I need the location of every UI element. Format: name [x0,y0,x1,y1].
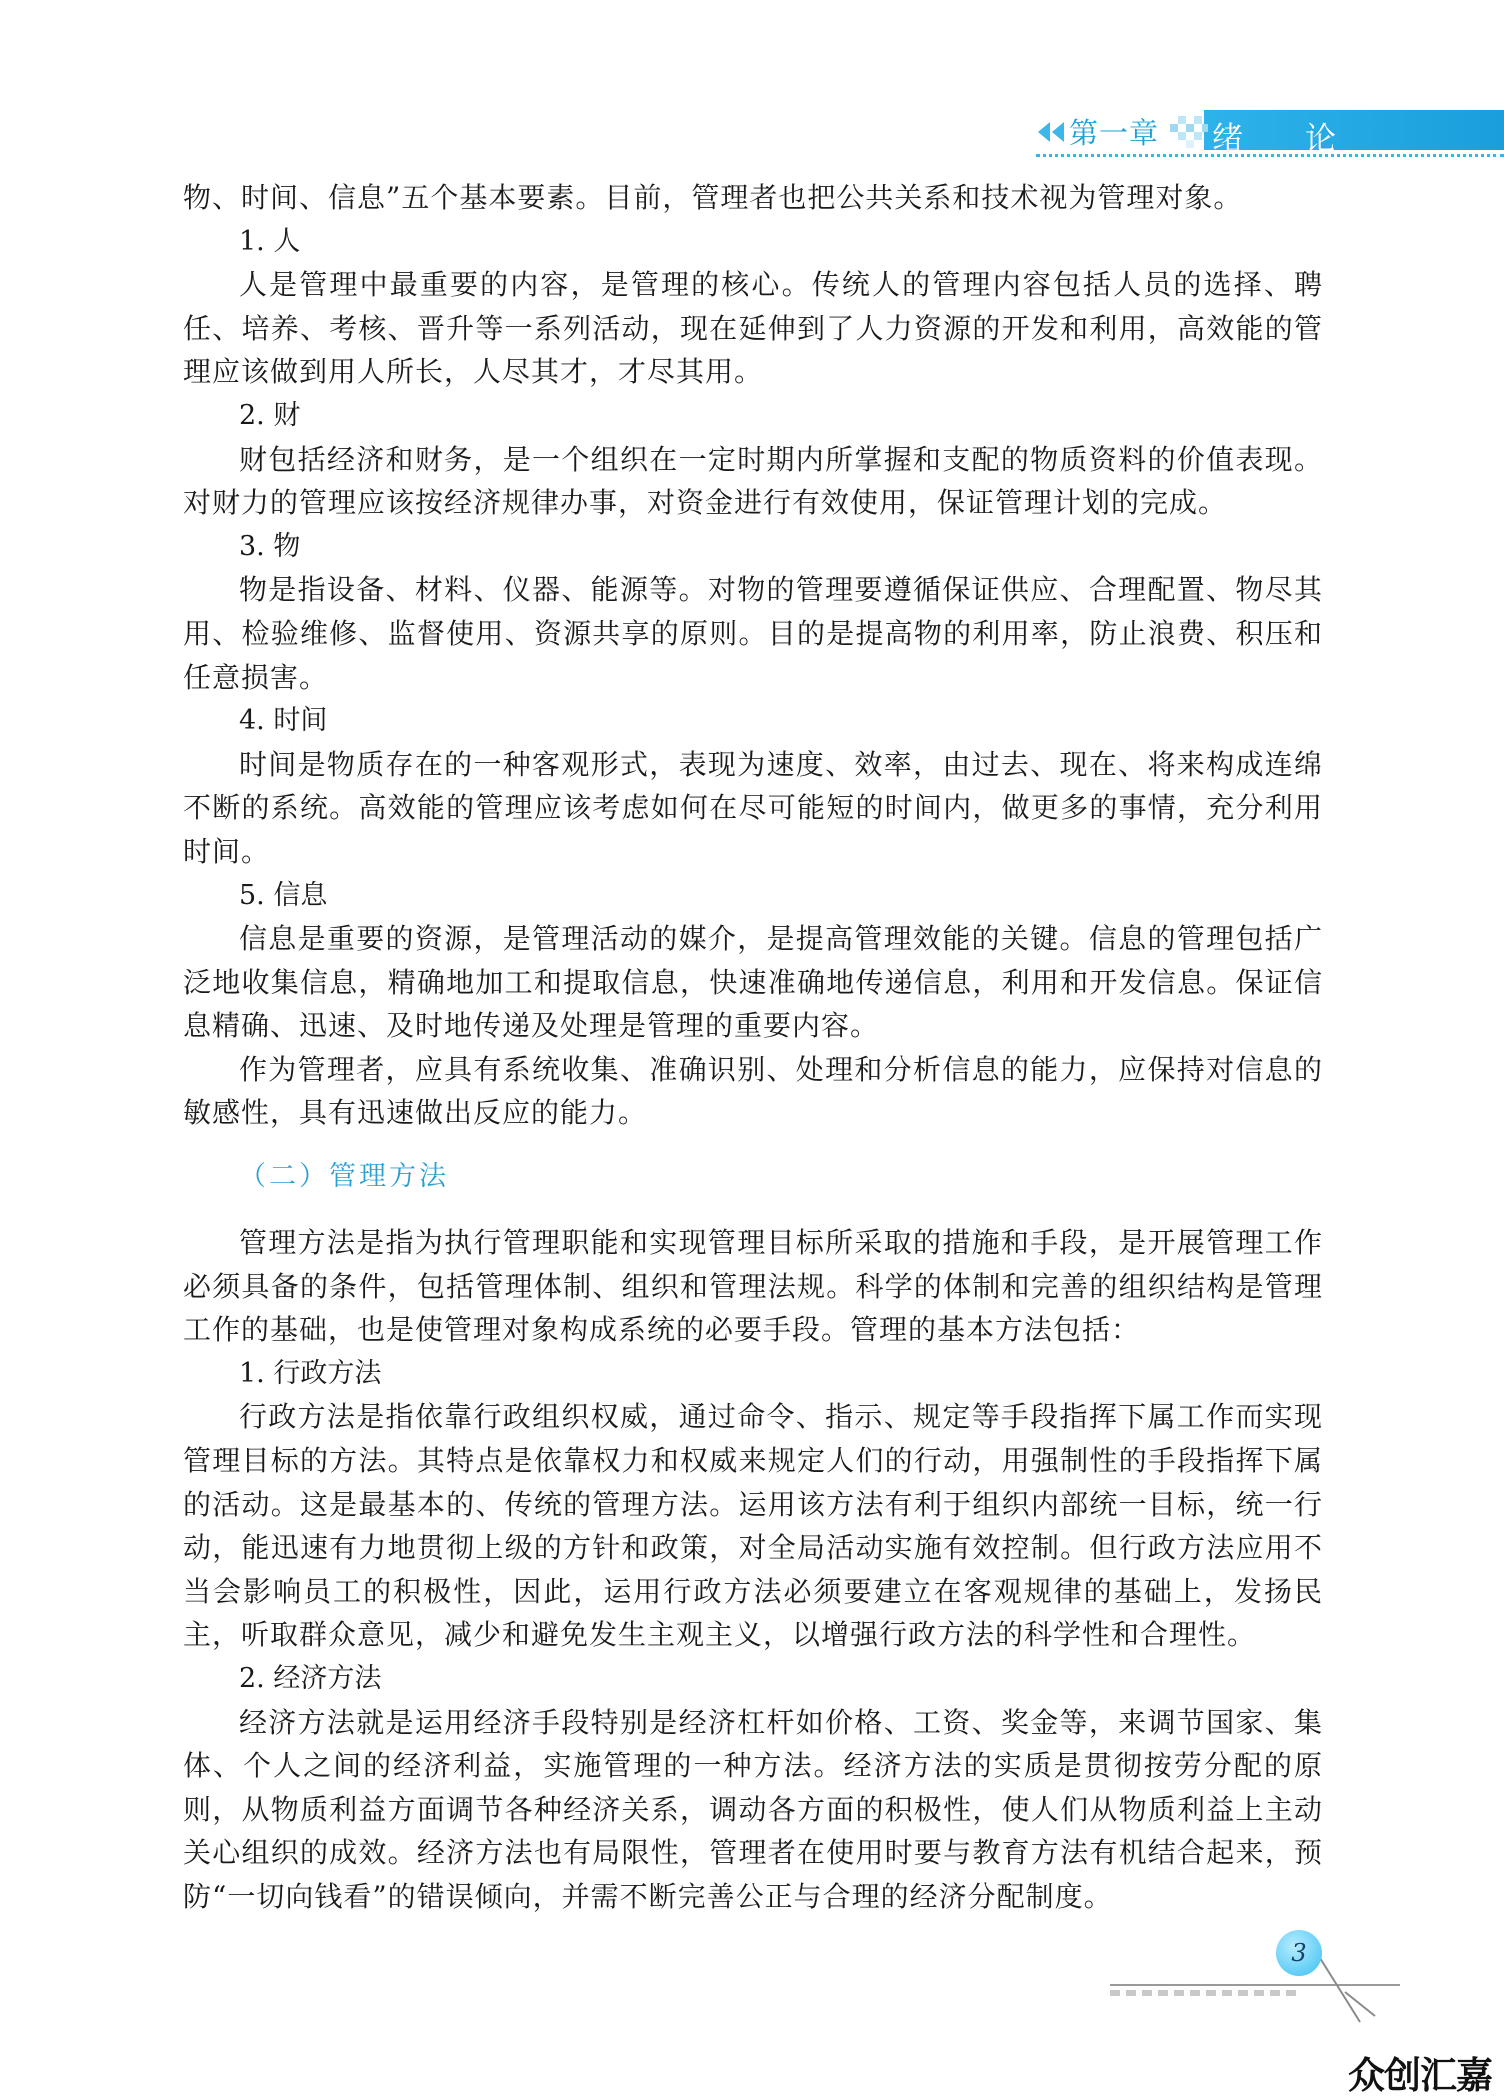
chapter-title-left: 绪 [1212,121,1245,157]
item-text-information: 信息是重要的资源，是管理活动的媒介，是提高管理效能的关键。信息的管理包括广泛地收集信息，精确地加工和提取信息，快速准确地传递信息，利用和开发信息。保证信息精确、迅速、及时地传递及处理是管理的重要内容。 [183,922,1323,1043]
item-title-materials: 3. 物 [239,530,301,562]
item-text-materials: 物是指设备、材料、仪器、能源等。对物的管理要遵循保证供应、合理配置、物尽其用、检验维修、监督使用、资源共享的原则。目的是提高物的利用率，防止浪费、积压和任意损害。 [183,573,1323,694]
page-content [183,176,1323,1919]
method-text-administrative: 行政方法是指依靠行政组织权威，通过命令、指示、规定等手段指挥下属工作而实现管理目标的方法。其特点是依靠权力和权威来规定人们的行动，用强制性的手段指挥下属的活动。这是最基本的、传统的管理方法。运用该方法有利于组织内部统一目标，统一行动，能迅速有力地贯彻上级的方针和政策，对全局活动实施有效控制。但行政方法应用不当会影响员工的积极性，因此，运用行政方法必须要建立在客观规律的基础上，发扬民主，听取群众意见，减少和避免发生主观主义，以增强行政方法的科学性和合理性。 [183,1400,1323,1652]
item-title-information: 5. 信息 [239,879,328,911]
method-text-economic: 经济方法就是运用经济手段特别是经济杠杆如价格、工资、奖金等，来调节国家、集体、个人之间的经济利益，实施管理的一种方法。经济方法的实质是贯彻按劳分配的原则，从物质利益方面调节各种经济关系，调动各方面的积极性，使人们从物质利益上主动关心组织的成效。经济方法也有局限性，管理者在使用时要与教育方法有机结合起来，预防“一切向钱看”的错误倾向，并需不断完善公正与合理的经济分配制度。 [183,1705,1323,1913]
item-title-time: 4. 时间 [239,705,328,737]
chapter-title-right: 论 [1305,121,1338,157]
footer-decoration [1090,1950,1410,2025]
item-title-people: 1. 人 [239,225,301,257]
item-text-time: 时间是物质存在的一种客观形式，表现为速度、效率，由过去、现在、将来构成连绵不断的系统。高效能的管理应该考虑如何在尽可能短的时间内，做更多的事情，充分利用时间。 [183,747,1323,868]
intro-paragraph: 物、时间、信息”五个基本要素。目前，管理者也把公共关系和技术视为管理对象。 [183,181,1243,214]
item-text-information-2: 作为管理者，应具有系统收集、准确识别、处理和分析信息的能力，应保持对信息的敏感性，具有迅速做出反应的能力。 [183,1052,1323,1130]
page-number: 3 [1276,1930,1322,1976]
item-title-finance: 2. 财 [239,399,301,431]
chapter-label: 第一章 [1069,116,1160,150]
methods-intro-paragraph: 管理方法是指为执行管理职能和实现管理目标所采取的措施和手段，是开展管理工作必须具备的条件，包括管理体制、组织和管理法规。科学的体制和完善的组织结构是管理工作的基础，也是使管理对象构成系统的必要手段。管理的基本方法包括： [183,1226,1323,1347]
watermark-text: 众创汇嘉 [1348,2054,1492,2097]
item-text-finance: 财包括经济和财务，是一个组织在一定时期内所掌握和支配的物质资料的价值表现。对财力的管理应该按经济规律办事，对资金进行有效使用，保证管理计划的完成。 [183,442,1323,520]
method-title-administrative: 1. 行政方法 [239,1357,382,1389]
header-dotted-line [1036,154,1504,157]
checker-pattern-icon [1164,110,1208,154]
method-title-economic: 2. 经济方法 [239,1663,382,1694]
page-header [0,0,1504,160]
double-left-arrow-icon [1036,120,1066,144]
item-text-people: 人是管理中最重要的内容，是管理的核心。传统人的管理内容包括人员的选择、聘任、培养、考核、晋升等一系列活动，现在延伸到了人力资源的开发和利用，高效能的管理应该做到用人所长，人尽其才，才尽其用。 [183,268,1323,389]
chapter-title [1212,113,1338,158]
section-title-methods: （二）管理方法 [239,1161,449,1193]
